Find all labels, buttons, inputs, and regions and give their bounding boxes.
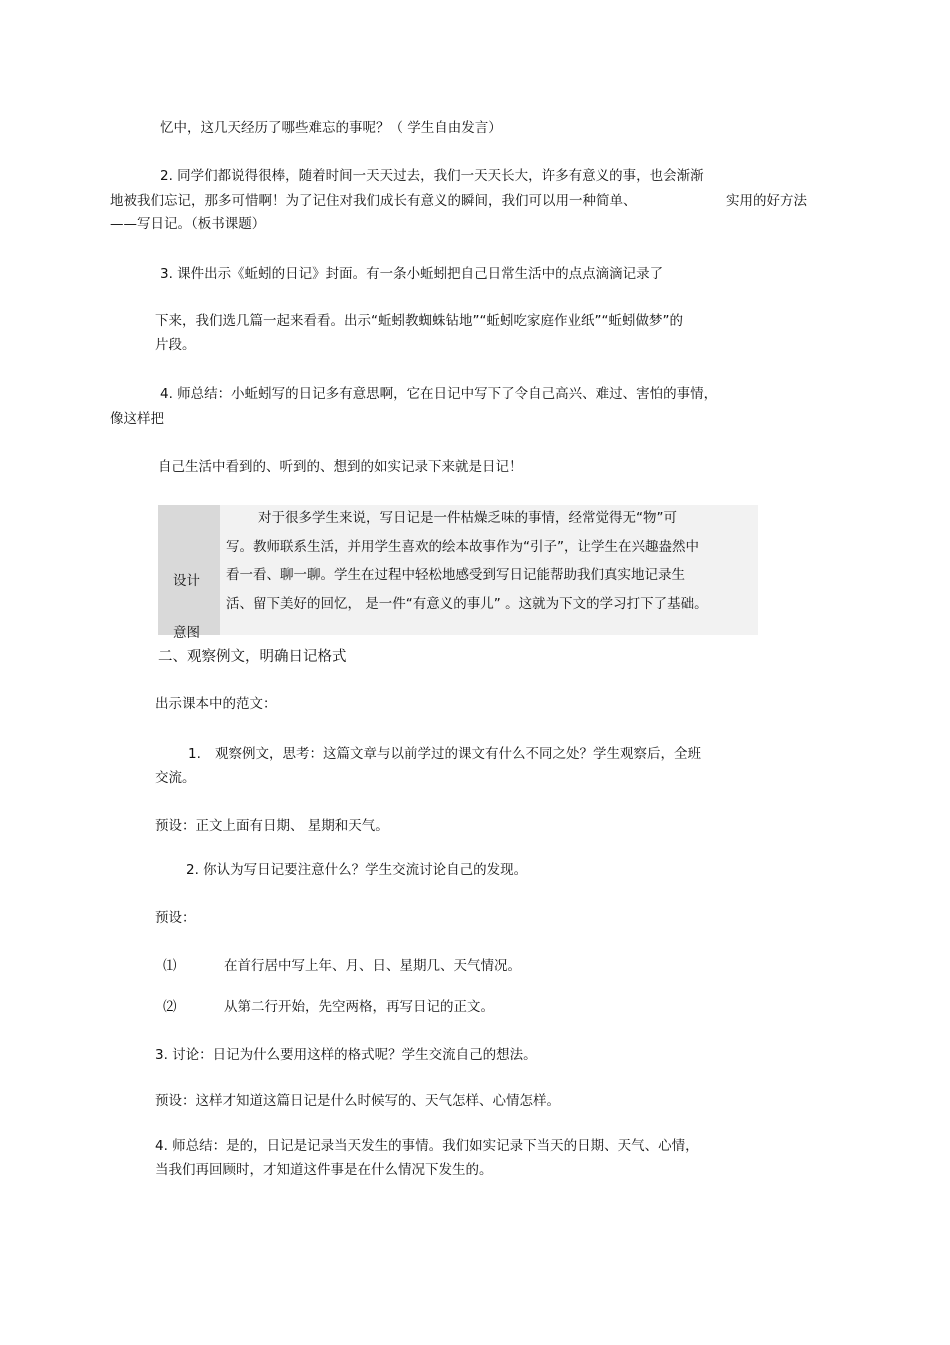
item4-line3: 自己生活中看到的、听到的、想到的如实记录下来就是日记！ xyxy=(158,459,523,475)
item2-line2b: 实用的好方法 xyxy=(726,193,807,209)
q4-line2: 当我们再回顾时，才知道这件事是在什么情况下发生的。 xyxy=(155,1162,493,1178)
item3-line1: 3. 课件出示《蚯蚓的日记》封面。有一条小蚯蚓把自己日常生活中的点点滴滴记录了 xyxy=(160,266,664,282)
item2-line2a: 地被我们忘记，那多可惜啊！为了记住对我们成长有意义的瞬间，我们可以用一种简单、 xyxy=(110,193,637,209)
preset-1: 预设：正文上面有日期、 星期和天气。 xyxy=(155,818,389,834)
section-heading: 二、观察例文，明确日记格式 xyxy=(158,649,347,665)
design-label-1: 设计 xyxy=(173,573,200,589)
q3: 3. 讨论：日记为什么要用这样的格式呢？学生交流自己的想法。 xyxy=(155,1047,537,1063)
design-line-3: 看一看、聊一聊。学生在过程中轻松地感受到写日记能帮助我们真实地记录生 xyxy=(226,567,685,583)
intro-line: 忆中，这几天经历了哪些难忘的事呢？（ 学生自由发言） xyxy=(160,120,502,136)
design-label-2: 意图 xyxy=(173,625,200,641)
item4-line2: 像这样把 xyxy=(110,411,164,427)
list-marker-2: ⑵ xyxy=(163,999,177,1015)
q1-line2: 交流。 xyxy=(155,770,196,786)
item4-line1: 4. 师总结：小蚯蚓写的日记多有意思啊，它在日记中写下了令自己高兴、难过、害怕的事情， xyxy=(160,386,718,402)
list-marker-1: ⑴ xyxy=(163,958,177,974)
show-text: 出示课本中的范文： xyxy=(155,696,277,712)
design-intent-box xyxy=(158,505,758,641)
item2-line3: ——写日记。（板书课题） xyxy=(110,216,266,232)
preset-3: 预设：这样才知道这篇日记是什么时候写的、天气怎样、心情怎样。 xyxy=(155,1093,560,1109)
q4-line1: 4. 师总结：是的，日记是记录当天发生的事情。我们如实记录下当天的日期、天气、心情， xyxy=(155,1138,699,1154)
item2-line1: 2. 同学们都说得很棒，随着时间一天天过去，我们一天天长大，许多有意义的事，也会渐渐 xyxy=(160,168,704,184)
design-intent-label-column xyxy=(158,505,220,635)
design-line-4: 活、留下美好的回忆， 是一件“有意义的事儿” 。这就为下文的学习打下了基础。 xyxy=(226,596,708,612)
item3-line2: 下来，我们选几篇一起来看看。出示“蚯蚓教蜘蛛钻地”“蚯蚓吃家庭作业纸”“蚯蚓做梦”的 xyxy=(155,313,683,329)
list-item-1: 在首行居中写上年、月、日、星期几、天气情况。 xyxy=(224,958,521,974)
design-line-2: 写。教师联系生活，并用学生喜欢的绘本故事作为“引子”，让学生在兴趣盎然中 xyxy=(226,539,699,555)
list-item-2: 从第二行开始，先空两格，再写日记的正文。 xyxy=(224,999,494,1015)
preset-2: 预设： xyxy=(155,910,196,926)
q1-line1: 观察例文，思考：这篇文章与以前学过的课文有什么不同之处？学生观察后，全班 xyxy=(215,746,701,762)
q1-number: 1. xyxy=(188,746,201,762)
item3-line3: 片段。 xyxy=(155,337,196,353)
q2: 2. 你认为写日记要注意什么？学生交流讨论自己的发现。 xyxy=(186,862,528,878)
design-line-1: 对于很多学生来说，写日记是一件枯燥乏味的事情，经常觉得无“物”可 xyxy=(258,510,677,526)
